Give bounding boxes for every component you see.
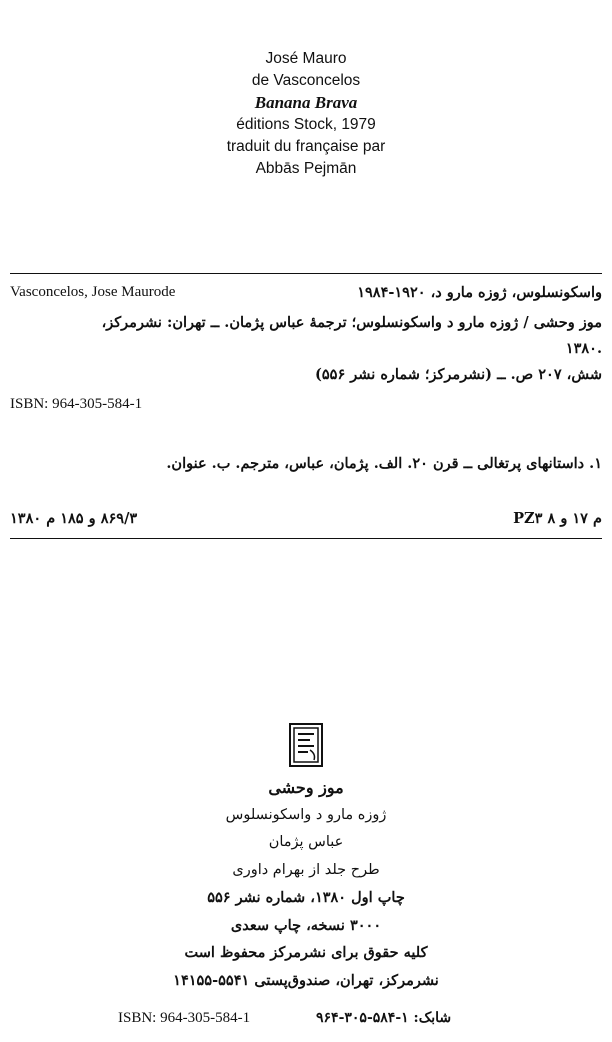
main-entry-latin: Vasconcelos, Jose Maurode xyxy=(10,284,176,300)
author-line-1: José Mauro xyxy=(265,50,347,67)
colophon-translator: عباس پژمان xyxy=(268,834,344,850)
colophon-title: موز وحشی xyxy=(268,778,344,797)
main-entry-persian: واسکونسلوس، ژوزه مارو د، ۱۹۲۰-۱۹۸۴ xyxy=(357,284,602,301)
nashr-markaz-logo-icon xyxy=(286,720,326,770)
colophon-isbn: ISBN: 964-305-584-1 xyxy=(118,1010,251,1026)
physical-description: شش، ۲۰۷ ص. ــ (نشرمرکز؛ شماره نشر ۵۵۶) xyxy=(315,366,602,383)
original-publisher: éditions Stock, 1979 xyxy=(236,116,376,133)
catalog-top-rule xyxy=(10,273,602,274)
classification-left: ۸۶۹/۳ و ۱۸۵ م ۱۳۸۰ xyxy=(10,510,138,527)
title-statement-line-1: موز وحشی / ژوزه مارو د واسکونسلوس؛ ترجمهٔ عباس پژمان. ــ تهران: نشرمرکز، xyxy=(101,314,602,331)
colophon-address: نشرمرکز، تهران، صندوق‌پستی ۵۵۴۱-۱۴۱۵۵ xyxy=(173,971,439,989)
colophon-rights: کلیه حقوق برای نشرمرکز محفوظ است xyxy=(184,944,428,961)
catalog-isbn: ISBN: 964-305-584-1 xyxy=(10,396,143,412)
colophon-author: ژوزه مارو د واسکونسلوس xyxy=(225,806,387,823)
subject-headings: ۱. داستانهای پرتغالی ــ قرن ۲۰. الف. پژمان، عباس، مترجم. ب. عنوان. xyxy=(166,455,602,472)
classification-right: PZ۳ ۸ م ۱۷ و xyxy=(513,510,602,527)
colophon-print: ۳۰۰۰ نسخه، چاپ سعدی xyxy=(230,916,382,934)
catalog-bottom-rule xyxy=(10,538,602,539)
translator-latin: Abbās Pejmān xyxy=(255,160,357,177)
original-title: Banana Brava xyxy=(254,93,358,112)
original-credits xyxy=(0,48,612,180)
colophon xyxy=(0,774,612,994)
colophon-shabak: شابک: ۱-۵۸۴-۳۰۵-۹۶۴ xyxy=(316,1010,452,1026)
colophon-cover: طرح جلد از بهرام داوری xyxy=(232,861,380,878)
title-statement-line-2: ۱۳۸۰. xyxy=(565,340,602,357)
translated-by: traduit du française par xyxy=(226,138,386,155)
author-line-2: de Vasconcelos xyxy=(251,72,361,89)
colophon-edition: چاپ اول ۱۳۸۰، شماره نشر ۵۵۶ xyxy=(207,889,405,906)
